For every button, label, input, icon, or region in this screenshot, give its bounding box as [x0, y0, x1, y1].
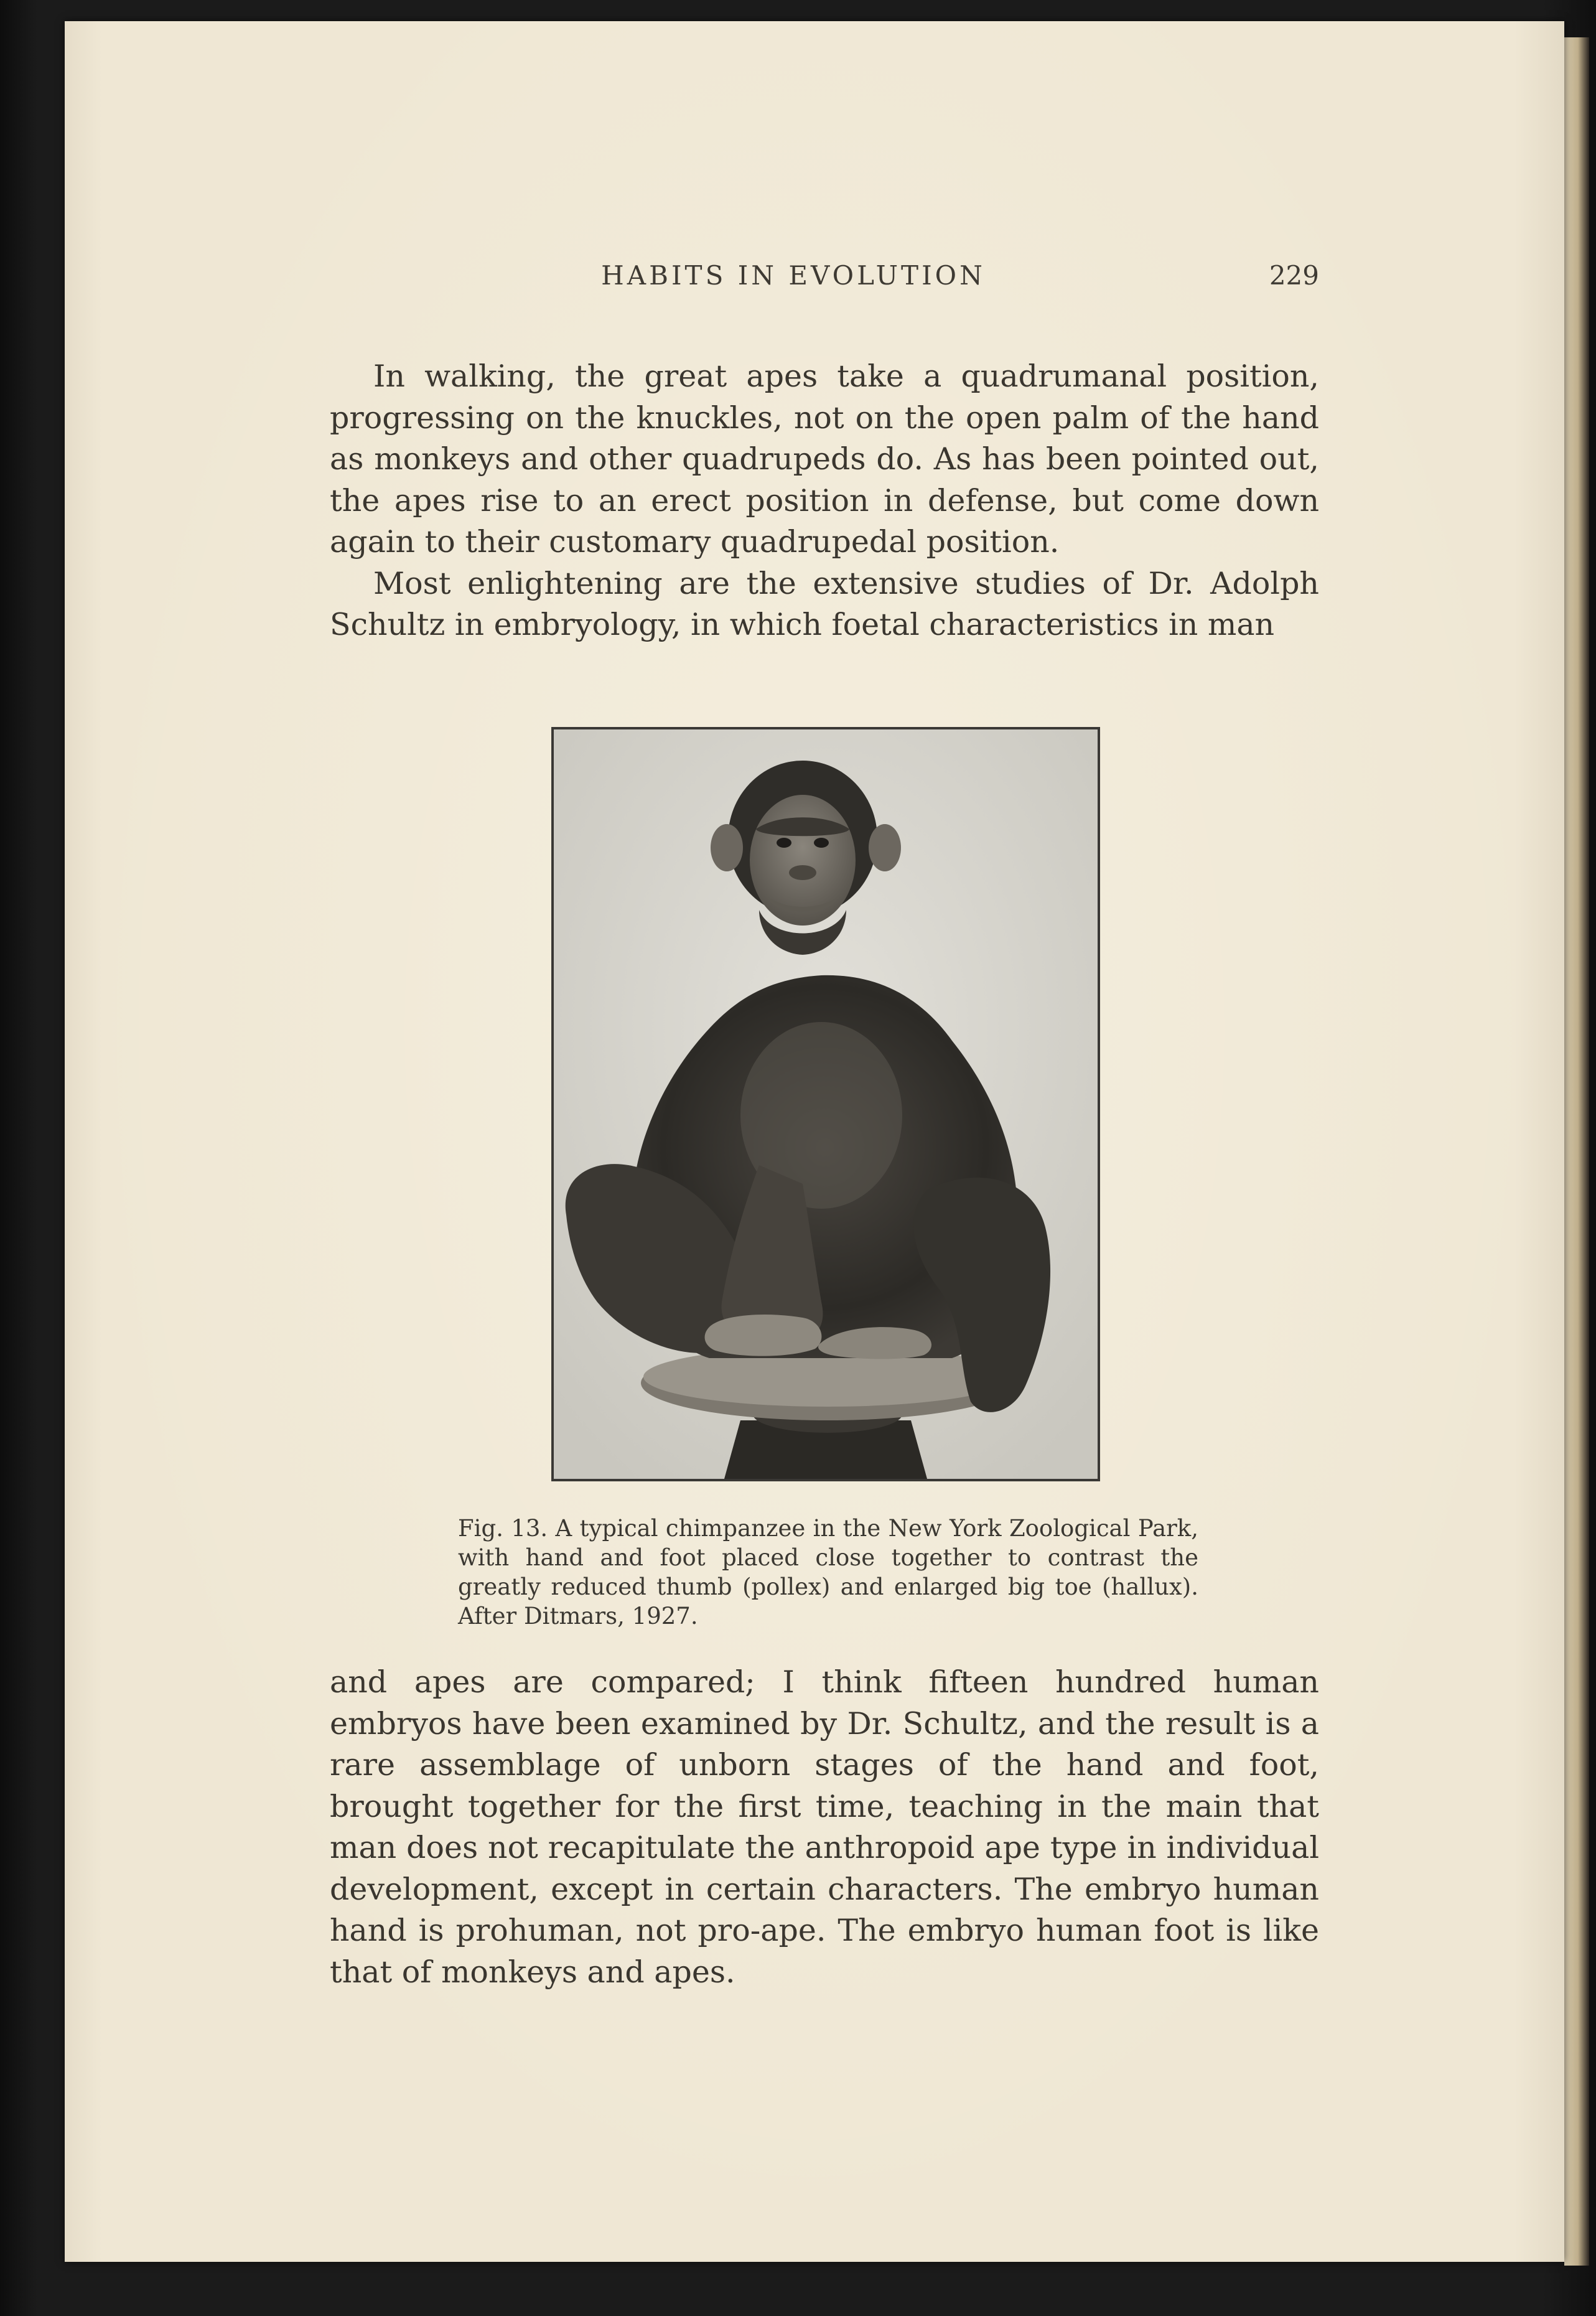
lower-text	[330, 1662, 1319, 1993]
upper-text	[330, 356, 1319, 646]
page-edge	[1564, 37, 1589, 2266]
page-number: 229	[1269, 260, 1319, 291]
running-head	[268, 260, 1319, 298]
paragraph-walking: In walking, the great apes take a quadrumanal position, progressing on the knuckles, not on the open palm of the hand as monkeys and other quadrupeds do. As has been pointed out, the apes rise to an erect position in defense, but come down again to their customary quadrupedal position.	[330, 359, 1319, 560]
chimpanzee-photograph	[551, 727, 1100, 1481]
paragraph-schultz: Most enlightening are the extensive studies of Dr. Adolph Schultz in embryology, in which foetal characteristics in man	[330, 565, 1319, 642]
paragraph-embryos: and apes are compared; I think fifteen hundred human embryos have been examined by Dr. Schultz, and the result is a rare assemblage of unborn stages of the hand and foot, brought together for the first time, teaching in the main that man does not recapitulate the anthropoid ape type in individual development, except in certain characters. The embryo human hand is prohuman, not pro-ape. The embryo human foot is like that of monkeys and apes.	[330, 1664, 1319, 1990]
chimpanzee-illustration	[554, 729, 1098, 1479]
figure-caption: Fig. 13. A typical chimpanzee in the New York Zoological Park, with hand and foot placed close together to contrast the greatly reduced thumb (pollex) and enlarged big toe (hallux). After Ditmars, 1927.	[458, 1515, 1198, 1629]
running-title: HABITS IN EVOLUTION	[601, 260, 986, 291]
